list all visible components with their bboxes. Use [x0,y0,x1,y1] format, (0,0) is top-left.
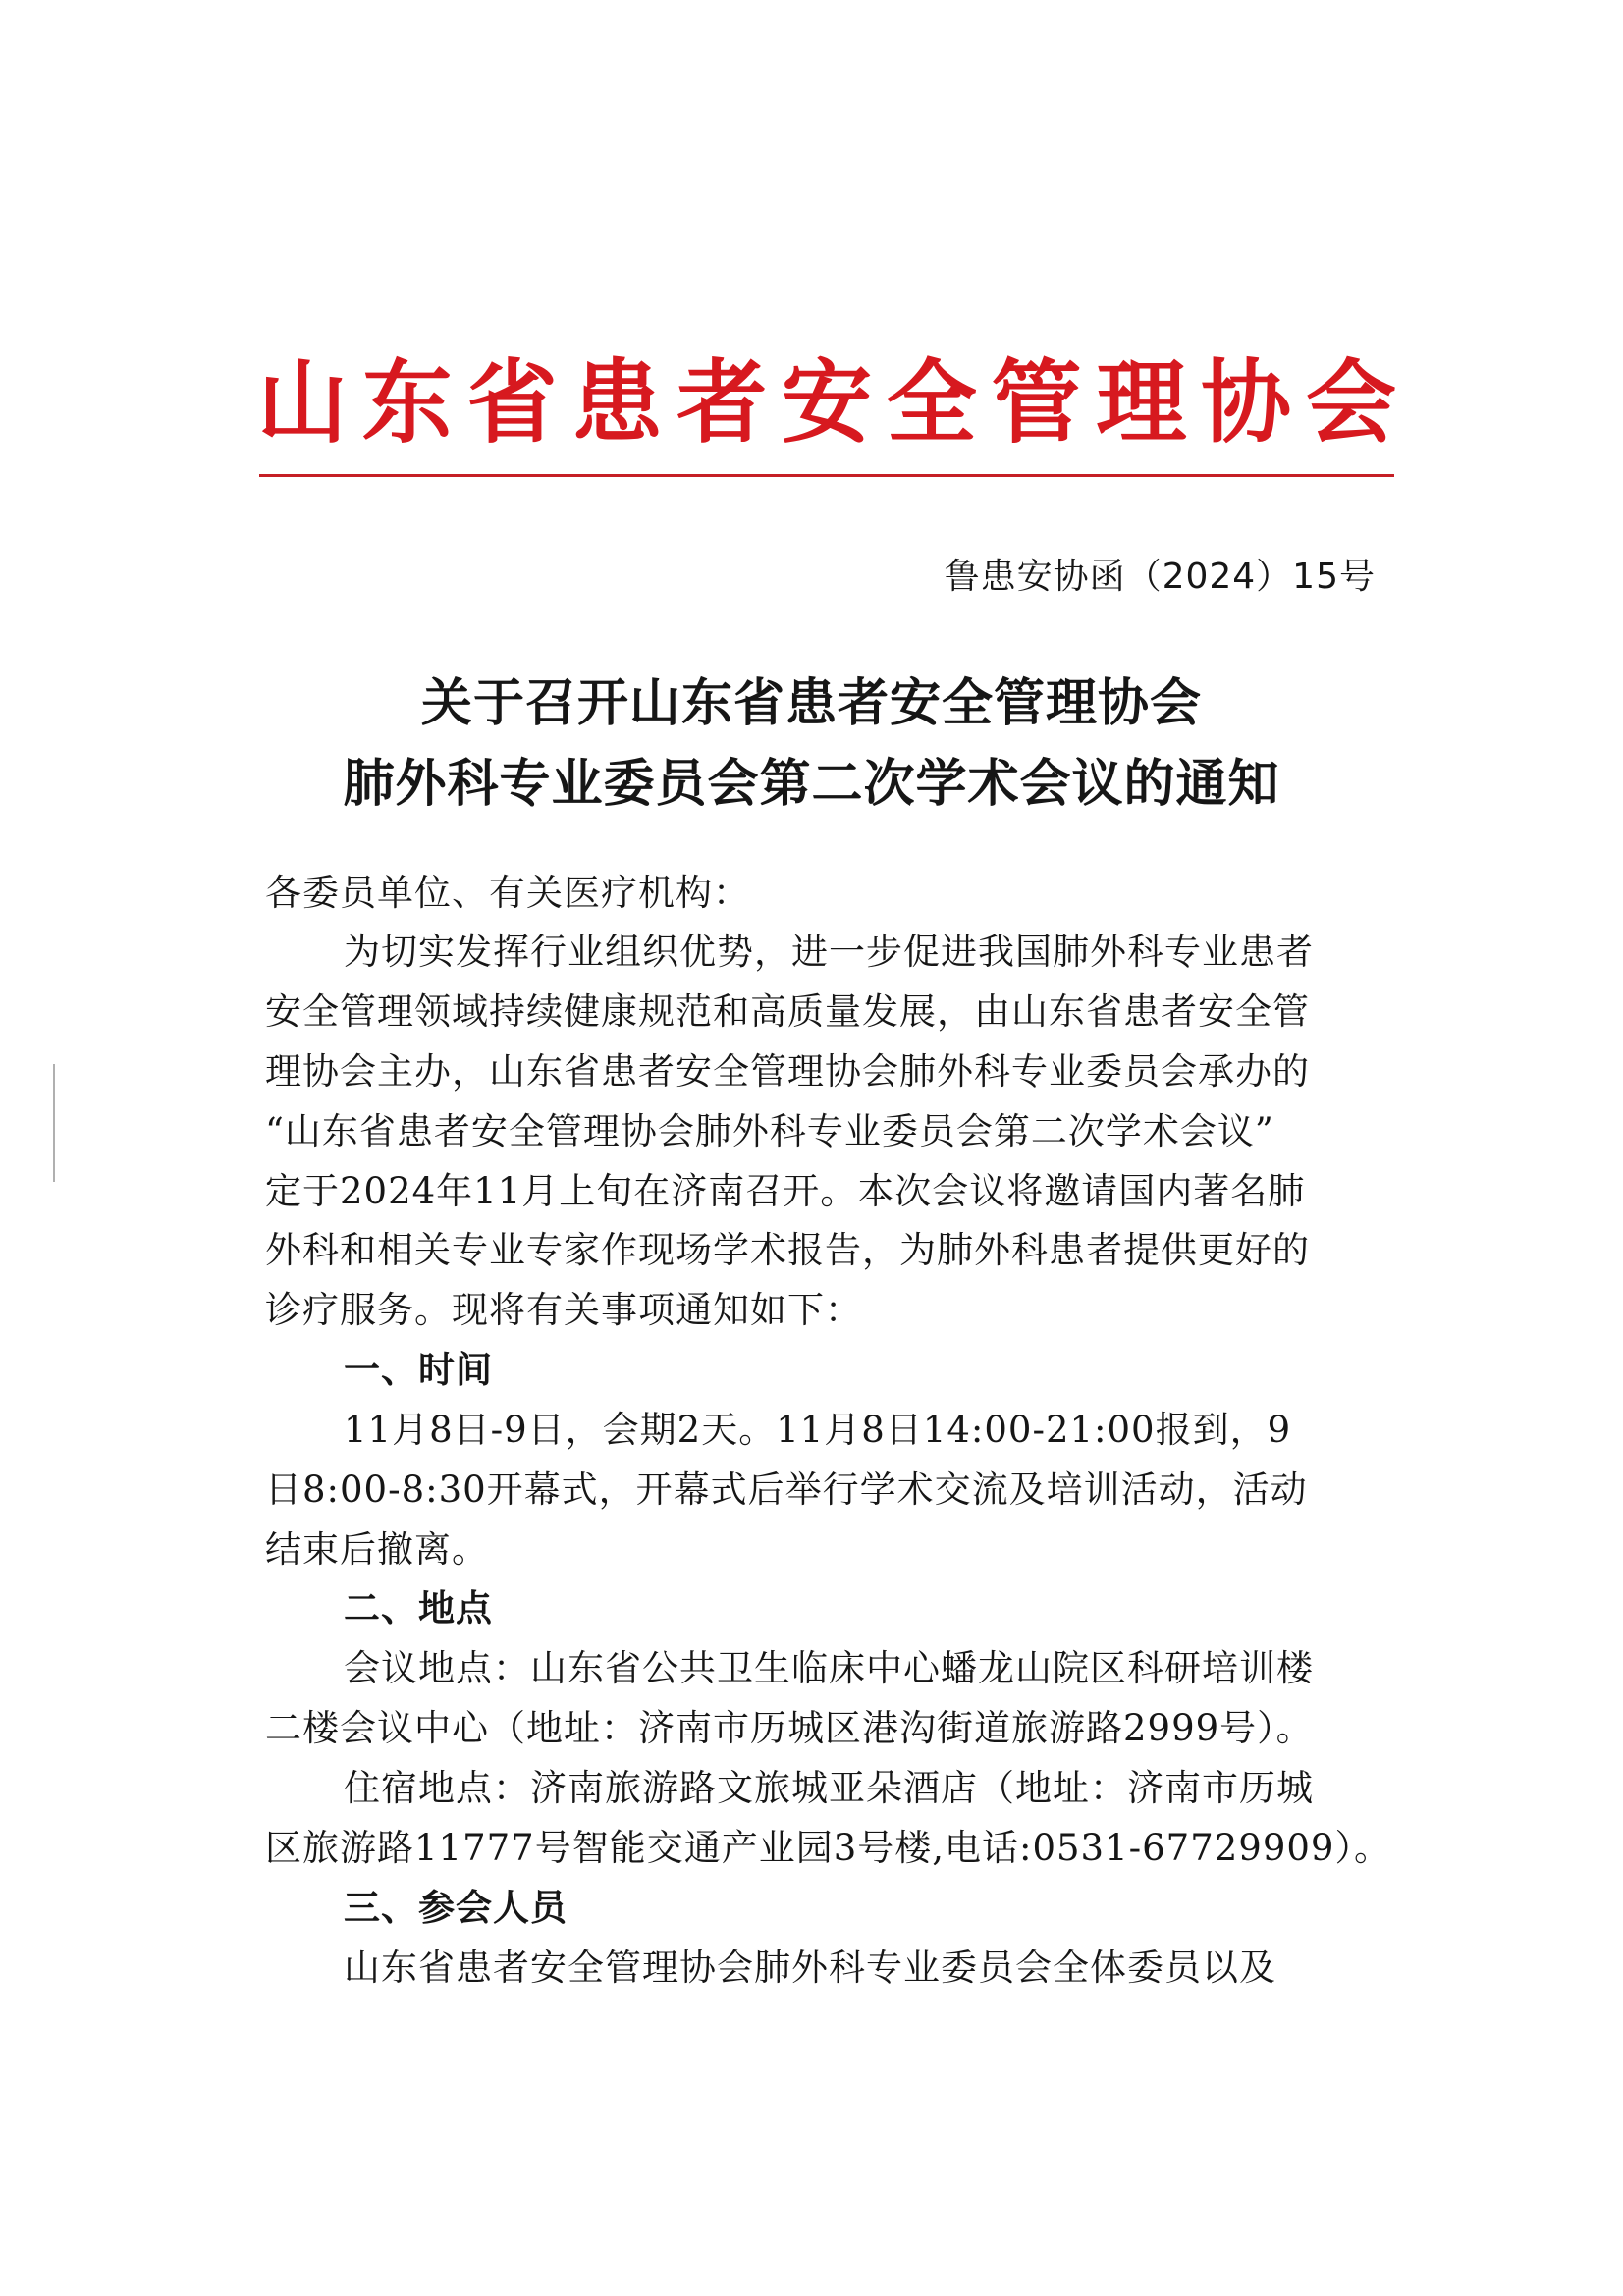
letterhead-char: 山 [257,349,349,455]
section-time-line: 日8:00-8:30开幕式，开幕式后举行学术交流及培训活动，活动 [265,1468,1308,1511]
letterhead-char: 理 [1096,349,1187,455]
letterhead-divider [259,474,1394,477]
intro-line: 外科和相关专业专家作现场学术报告，为肺外科患者提供更好的 [265,1229,1310,1271]
intro-line: 诊疗服务。现将有关事项通知如下： [265,1289,862,1331]
letterhead-char: 东 [361,349,453,455]
notice-title-line-1: 关于召开山东省患者安全管理协会 [420,674,1202,733]
letterhead-char: 协 [1201,349,1292,455]
page-binding-mark [53,1064,55,1182]
section-heading-time: 一、时间 [344,1349,493,1391]
section-location-line: 会议地点：山东省公共卫生临床中心蟠龙山院区科研培训楼 [344,1647,1314,1689]
intro-line: 安全管理领域持续健康规范和高质量发展，由山东省患者安全管 [265,990,1310,1033]
section-heading-attendees: 三、参会人员 [344,1887,568,1929]
letterhead-char: 管 [991,349,1082,455]
section-location-line: 区旅游路11777号智能交通产业园3号楼,电话:0531-67729909）。 [265,1827,1391,1869]
intro-line: 理协会主办，山东省患者安全管理协会肺外科专业委员会承办的 [265,1050,1310,1093]
section-attendees-line: 山东省患者安全管理协会肺外科专业委员会全体委员以及 [344,1947,1276,1989]
intro-line: “山东省患者安全管理协会肺外科专业委员会第二次学术会议” [265,1110,1274,1152]
salutation: 各委员单位、有关医疗机构： [265,872,750,914]
intro-line: 定于2024年11月上旬在济南召开。本次会议将邀请国内著名肺 [265,1170,1306,1212]
notice-title-line-2: 肺外科专业委员会第二次学术会议的通知 [343,755,1280,814]
section-heading-location: 二、地点 [344,1587,493,1629]
letterhead-char: 安 [781,349,872,455]
letterhead-char: 省 [466,349,558,455]
letterhead-char: 会 [1305,349,1396,455]
letterhead-char: 患 [571,349,663,455]
letterhead-char: 全 [886,349,977,455]
section-time-line: 结束后撤离。 [265,1528,489,1571]
section-location-line: 住宿地点：济南旅游路文旅城亚朵酒店（地址：济南市历城 [344,1767,1314,1809]
intro-line: 为切实发挥行业组织优势，进一步促进我国肺外科专业患者 [344,931,1314,973]
document-number: 鲁患安协函（2024）15号 [944,557,1376,597]
section-time-line: 11月8日-9日，会期2天。11月8日14:00-21:00报到，9 [344,1409,1292,1451]
association-letterhead [257,348,1396,456]
section-location-line: 二楼会议中心（地址：济南市历城区港沟街道旅游路2999号）。 [265,1707,1314,1749]
letterhead-char: 者 [676,349,768,455]
